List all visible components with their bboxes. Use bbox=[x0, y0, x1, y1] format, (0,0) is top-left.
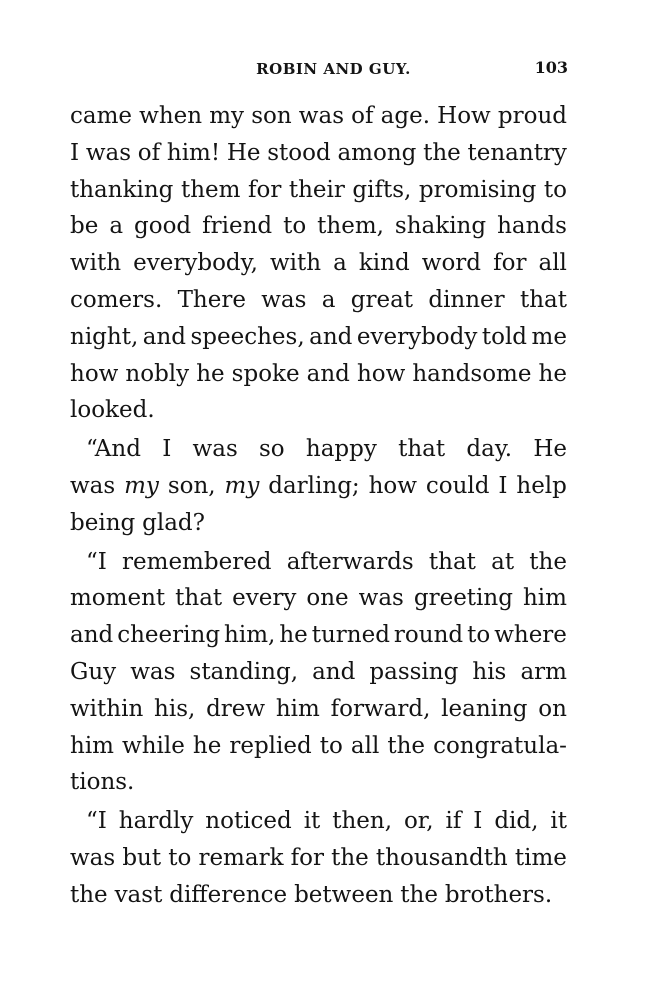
word: him bbox=[70, 732, 114, 759]
word: age. bbox=[380, 103, 431, 129]
word: son, bbox=[167, 472, 216, 499]
word: glad? bbox=[142, 509, 205, 536]
word: he bbox=[196, 360, 225, 387]
word: happy bbox=[305, 436, 377, 463]
word: my bbox=[224, 472, 260, 499]
word: difference bbox=[169, 881, 288, 908]
word: every bbox=[232, 585, 297, 612]
word: a bbox=[333, 250, 347, 277]
word: remark bbox=[198, 844, 284, 871]
text-line bbox=[70, 691, 567, 728]
word: forward, bbox=[330, 695, 431, 722]
word: passing bbox=[369, 658, 459, 685]
word: great bbox=[350, 286, 414, 313]
word: moment bbox=[70, 585, 166, 612]
word: among bbox=[337, 139, 417, 166]
word: congratula- bbox=[433, 732, 567, 759]
word: for bbox=[493, 250, 527, 277]
word: that bbox=[398, 436, 446, 463]
word: how bbox=[356, 360, 406, 387]
word: I bbox=[162, 436, 172, 463]
word: shaking bbox=[394, 213, 487, 240]
text-line bbox=[70, 803, 567, 840]
word: the bbox=[331, 844, 369, 871]
word: time bbox=[514, 844, 567, 871]
word: promising bbox=[418, 176, 537, 203]
word: arm bbox=[520, 658, 567, 685]
word: the bbox=[400, 881, 438, 908]
word: with bbox=[269, 250, 322, 277]
word: Guy bbox=[70, 658, 117, 685]
text-line bbox=[70, 245, 567, 282]
word: where bbox=[494, 622, 567, 649]
word: He bbox=[533, 436, 567, 463]
word: him! bbox=[166, 139, 221, 166]
word: kind bbox=[358, 250, 410, 277]
paragraph bbox=[70, 803, 567, 913]
text-line bbox=[70, 319, 567, 356]
word: dinner bbox=[428, 286, 505, 313]
word: brothers. bbox=[444, 881, 553, 908]
word: hardly bbox=[118, 808, 194, 835]
word: replied bbox=[229, 732, 312, 759]
word: the bbox=[70, 881, 108, 908]
word: a bbox=[109, 213, 124, 240]
word: of bbox=[137, 139, 161, 166]
word: and bbox=[70, 622, 114, 649]
word: him bbox=[275, 695, 320, 722]
word: came bbox=[70, 103, 133, 129]
word: darling; bbox=[268, 472, 360, 499]
word: so bbox=[259, 436, 285, 463]
word: my bbox=[124, 472, 159, 499]
text-line bbox=[70, 282, 567, 319]
paragraph bbox=[70, 544, 567, 802]
word: turned bbox=[311, 622, 390, 649]
word: with bbox=[70, 250, 122, 277]
text-line bbox=[70, 877, 567, 914]
word: greeting bbox=[413, 585, 513, 612]
word: I bbox=[70, 139, 80, 166]
word: tions. bbox=[70, 769, 135, 796]
text-line bbox=[70, 505, 567, 542]
word: How bbox=[437, 103, 491, 129]
word: the bbox=[387, 732, 426, 759]
word: one bbox=[306, 585, 349, 612]
word: I bbox=[498, 472, 508, 499]
word: that bbox=[175, 585, 223, 612]
word: he bbox=[279, 622, 308, 649]
word: a bbox=[321, 286, 336, 313]
word: afterwards bbox=[286, 548, 414, 575]
text-line bbox=[70, 431, 567, 468]
paragraph bbox=[70, 98, 567, 429]
text-line bbox=[70, 208, 567, 245]
word: all bbox=[350, 732, 380, 759]
text-line bbox=[70, 172, 567, 209]
text-line bbox=[70, 544, 567, 581]
word: word bbox=[421, 250, 482, 277]
word: handsome bbox=[412, 360, 532, 387]
word: did, bbox=[494, 808, 539, 835]
word: was bbox=[130, 658, 176, 685]
word: thanking bbox=[70, 176, 174, 203]
word: night, bbox=[70, 323, 139, 350]
text-line bbox=[70, 840, 567, 877]
word: gifts, bbox=[352, 176, 412, 203]
word: and bbox=[142, 323, 186, 350]
word: hands bbox=[497, 213, 567, 240]
word: proud bbox=[497, 103, 567, 129]
word: remembered bbox=[122, 548, 272, 575]
word: “I bbox=[86, 808, 107, 835]
text-line bbox=[70, 617, 567, 654]
word: at bbox=[491, 548, 515, 575]
word: leaning bbox=[441, 695, 528, 722]
word: but bbox=[122, 844, 162, 871]
word: round bbox=[393, 622, 464, 649]
word: nobly bbox=[125, 360, 190, 387]
word: vast bbox=[114, 881, 163, 908]
text-line bbox=[70, 580, 567, 617]
word: was bbox=[261, 286, 307, 313]
word: tenantry bbox=[467, 139, 567, 166]
word: to bbox=[168, 844, 192, 871]
word: “And bbox=[86, 436, 141, 463]
word: He bbox=[226, 139, 261, 166]
word: their bbox=[288, 176, 345, 203]
word: help bbox=[516, 472, 567, 499]
paragraph bbox=[70, 431, 567, 541]
word: son bbox=[251, 103, 292, 129]
word: my bbox=[209, 103, 245, 129]
word: within bbox=[70, 695, 144, 722]
word: being bbox=[70, 509, 136, 536]
word: standing, bbox=[189, 658, 299, 685]
word: told bbox=[481, 323, 528, 350]
word: noticed bbox=[205, 808, 292, 835]
word: friend bbox=[202, 213, 273, 240]
body-text bbox=[70, 98, 567, 914]
word: was bbox=[70, 472, 116, 499]
text-line bbox=[70, 392, 567, 429]
word: between bbox=[294, 881, 394, 908]
text-line bbox=[70, 728, 567, 765]
word: them, bbox=[317, 213, 384, 240]
word: speeches, bbox=[190, 323, 305, 350]
word: was bbox=[358, 585, 404, 612]
word: him, bbox=[224, 622, 276, 649]
word: was bbox=[85, 139, 132, 166]
word: how bbox=[70, 360, 119, 387]
word: for bbox=[290, 844, 324, 871]
word: cheering bbox=[117, 622, 221, 649]
word: thousandth bbox=[375, 844, 508, 871]
word: day. bbox=[466, 436, 513, 463]
word: “I bbox=[86, 548, 107, 575]
word: when bbox=[139, 103, 203, 129]
word: his, bbox=[154, 695, 196, 722]
word: me bbox=[531, 323, 567, 350]
word: then, bbox=[332, 808, 393, 835]
text-line bbox=[70, 764, 567, 801]
running-title: ROBIN AND GUY. bbox=[256, 60, 411, 78]
text-line bbox=[70, 654, 567, 691]
page-number: 103 bbox=[534, 58, 568, 77]
word: it bbox=[303, 808, 321, 835]
word: for bbox=[247, 176, 282, 203]
word: if bbox=[445, 808, 462, 835]
word: on bbox=[538, 695, 567, 722]
word: There bbox=[177, 286, 246, 313]
word: was bbox=[70, 844, 116, 871]
word: could bbox=[425, 472, 490, 499]
word: him bbox=[522, 585, 567, 612]
word: of bbox=[351, 103, 374, 129]
word: was bbox=[298, 103, 344, 129]
word: spoke bbox=[231, 360, 300, 387]
word: to bbox=[283, 213, 307, 240]
text-line bbox=[70, 98, 567, 135]
word: stood bbox=[267, 139, 331, 166]
word: or, bbox=[403, 808, 434, 835]
word: his bbox=[472, 658, 507, 685]
word: that bbox=[519, 286, 567, 313]
word: and bbox=[306, 360, 350, 387]
word: I bbox=[473, 808, 483, 835]
word: good bbox=[134, 213, 192, 240]
word: to bbox=[467, 622, 491, 649]
word: drew bbox=[206, 695, 266, 722]
word: he bbox=[192, 732, 222, 759]
word: the bbox=[423, 139, 461, 166]
text-line bbox=[70, 356, 567, 393]
word: it bbox=[550, 808, 567, 835]
word: to bbox=[543, 176, 567, 203]
word: and bbox=[312, 658, 356, 685]
word: the bbox=[529, 548, 567, 575]
text-line bbox=[70, 135, 567, 172]
word: that bbox=[428, 548, 476, 575]
word: looked. bbox=[70, 397, 155, 424]
word: how bbox=[368, 472, 417, 499]
text-line bbox=[70, 468, 567, 505]
word: while bbox=[122, 732, 185, 759]
word: all bbox=[538, 250, 567, 277]
word: everybody, bbox=[133, 250, 258, 277]
word: to bbox=[319, 732, 343, 759]
word: everybody bbox=[356, 323, 478, 350]
word: he bbox=[538, 360, 567, 387]
word: and bbox=[309, 323, 353, 350]
word: comers. bbox=[70, 286, 163, 313]
word: them bbox=[180, 176, 241, 203]
word: was bbox=[192, 436, 238, 463]
word: be bbox=[70, 213, 99, 240]
